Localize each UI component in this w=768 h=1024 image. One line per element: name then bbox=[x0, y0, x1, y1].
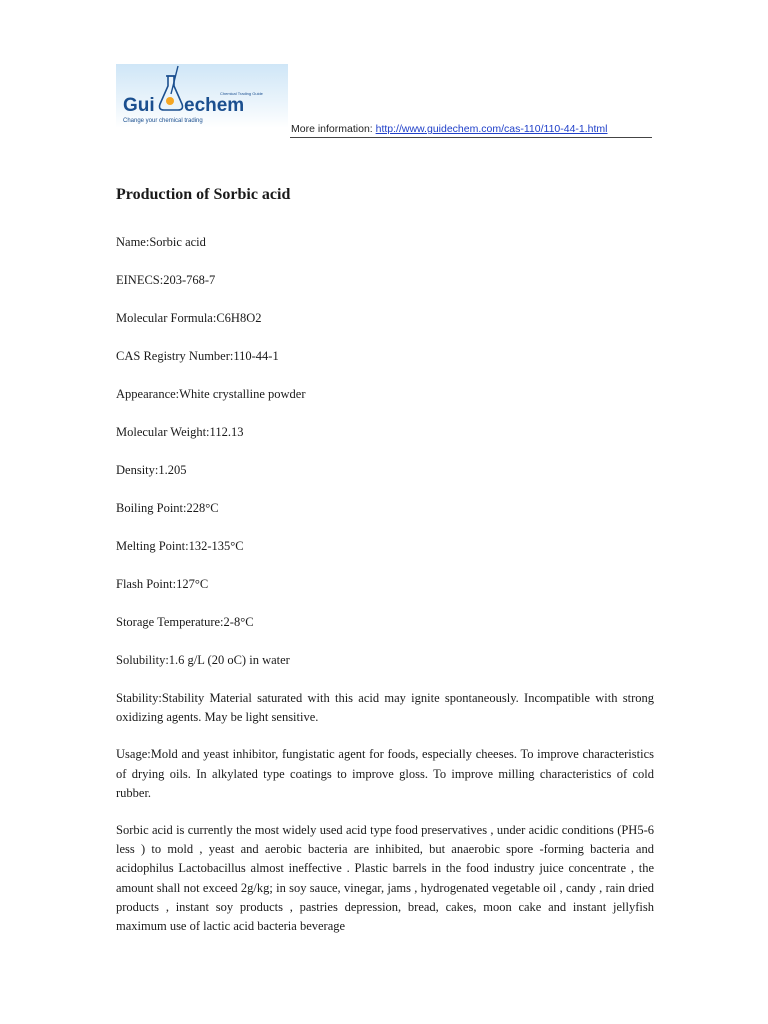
header-divider bbox=[290, 137, 652, 138]
field-boiling-point: Boiling Point:228°C bbox=[116, 501, 219, 515]
body-paragraph: Sorbic acid is currently the most widely used acid type food preservatives , under acidic conditions (PH5-6 less ) to mold , yeast and aerobic bacteria are inhibited, but anaerobic spore -forming bacteria and acidophilus Lactobacillus almost ineffective . Plastic barrels in the food industry juice concentrate , the amount shall not exceed 2g/kg; in soy sauce, vinegar, jams , hydrogenated vegetable oil , candy , rain dried products , instant soy products , pastries depression, bread, cakes, moon cake and instant jellyfish maximum use of lactic acid bacteria beverage bbox=[116, 823, 654, 934]
more-info-label: More information: bbox=[291, 123, 376, 135]
flask-bubble-icon bbox=[166, 97, 174, 105]
field-melting-point: Melting Point:132-135°C bbox=[116, 539, 244, 553]
document-title: Production of Sorbic acid bbox=[116, 186, 291, 203]
field-density: Density:1.205 bbox=[116, 463, 187, 477]
field-molecular-formula: Molecular Formula:C6H8O2 bbox=[116, 311, 262, 325]
more-information bbox=[291, 123, 608, 135]
usage-paragraph: Usage:Mold and yeast inhibitor, fungistatic agent for foods, especially cheeses. To improve characteristics of drying oils. In alkylated type coatings to improve gloss. To improve milling characteristics of cold rubber. bbox=[116, 747, 654, 800]
logo-brand-suffix: echem bbox=[184, 95, 245, 116]
stability-paragraph: Stability:Stability Material saturated with this acid may ignite spontaneously. Incompatible with strong oxidizing agents. May be light sensitive. bbox=[116, 691, 654, 725]
logo-tagline-small: Chemical Trading Guide bbox=[220, 91, 263, 96]
field-storage-temperature: Storage Temperature:2-8°C bbox=[116, 615, 254, 629]
guidechem-logo bbox=[116, 64, 288, 128]
logo-graphic bbox=[116, 64, 288, 128]
field-appearance: Appearance:White crystalline powder bbox=[116, 387, 306, 401]
more-info-link[interactable]: http://www.guidechem.com/cas-110/110-44-1.html bbox=[375, 123, 608, 135]
field-solubility: Solubility:1.6 g/L (20 oC) in water bbox=[116, 653, 290, 667]
logo-tagline: Change your chemical trading bbox=[123, 118, 203, 124]
field-flash-point: Flash Point:127°C bbox=[116, 577, 209, 591]
field-einecs: EINECS:203-768-7 bbox=[116, 273, 216, 287]
logo-brand-prefix: Gui bbox=[123, 95, 155, 116]
document-body bbox=[116, 184, 654, 936]
field-name: Name:Sorbic acid bbox=[116, 235, 206, 249]
field-cas-number: CAS Registry Number:110-44-1 bbox=[116, 349, 279, 363]
field-molecular-weight: Molecular Weight:112.13 bbox=[116, 425, 244, 439]
